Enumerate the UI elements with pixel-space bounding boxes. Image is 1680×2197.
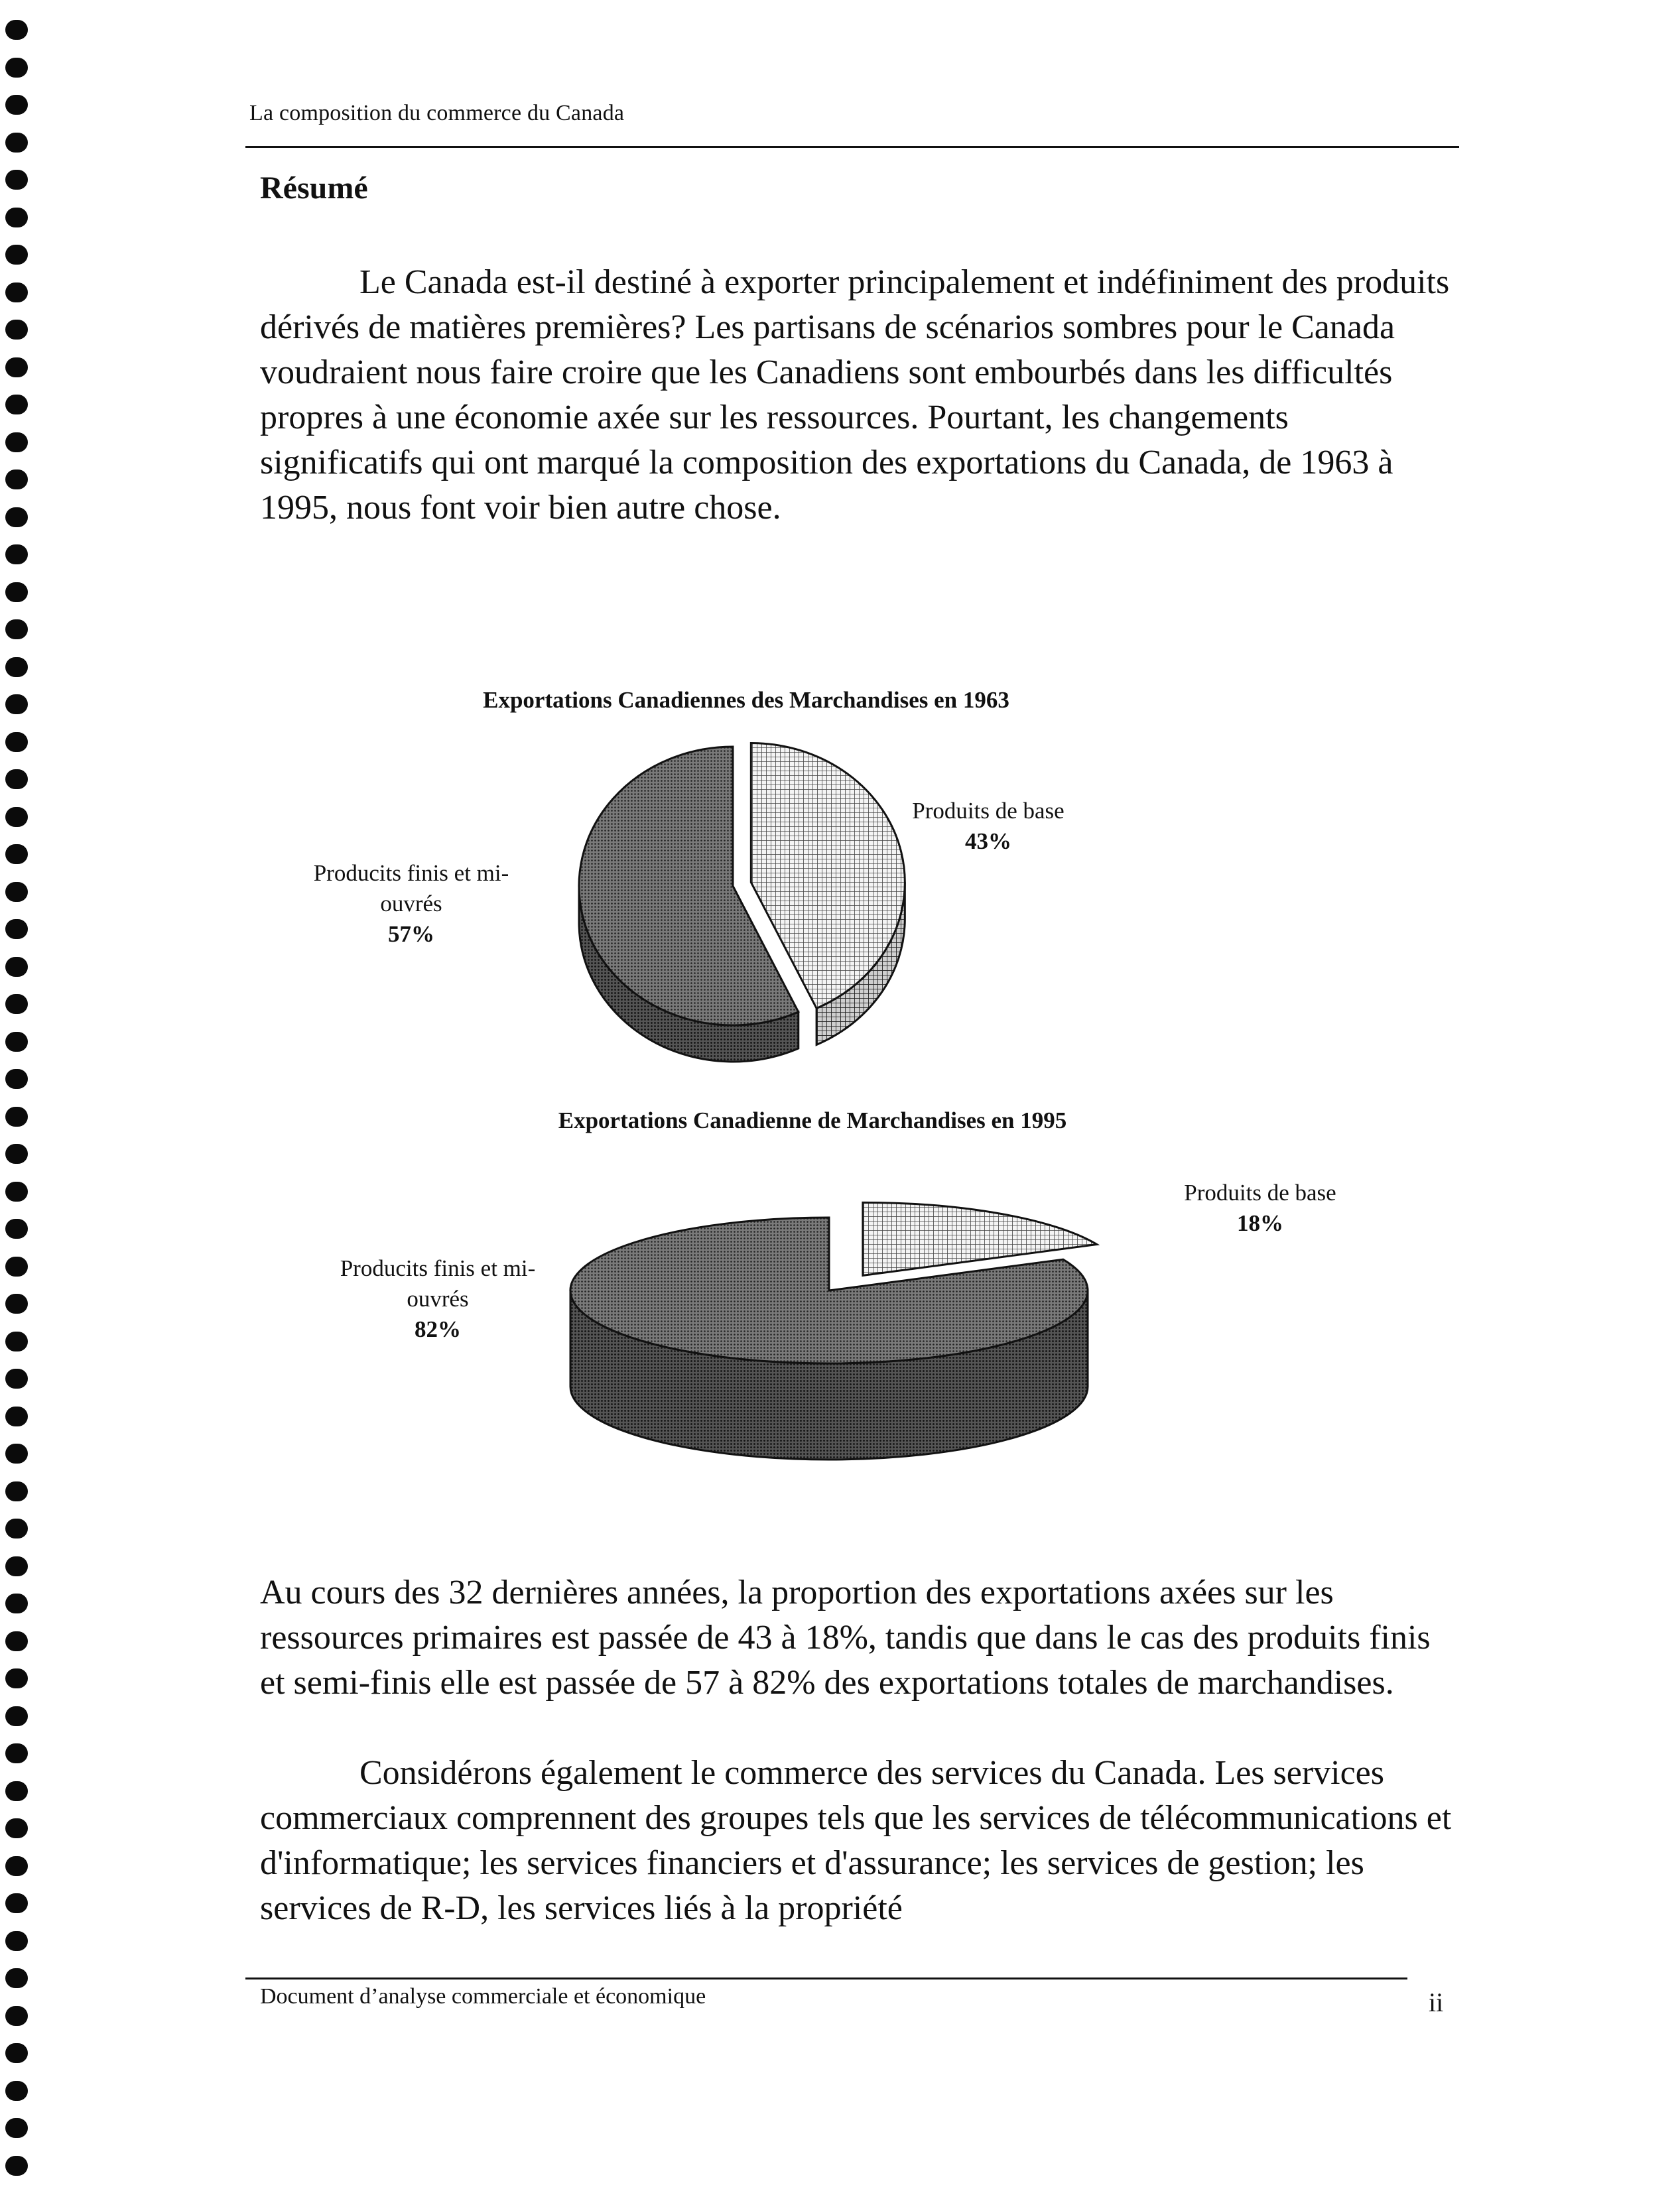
binding-hole (5, 1481, 28, 1501)
binding-hole (5, 1144, 28, 1164)
binding-hole (5, 320, 28, 340)
binding-hole (5, 582, 28, 602)
chart-1963-label-base (889, 796, 1088, 857)
binding-hole (5, 1968, 28, 1988)
binding-hole (5, 2043, 28, 2063)
binding-hole (5, 1706, 28, 1726)
binding-hole (5, 1856, 28, 1876)
binding-hole (5, 170, 28, 190)
binding-hole (5, 1219, 28, 1239)
chart-1995-label-finis-value: 82% (415, 1316, 461, 1342)
binding-hole (5, 1594, 28, 1613)
binding-hole (5, 432, 28, 452)
binding-hole (5, 769, 28, 789)
binding-hole (5, 2156, 28, 2176)
binding-hole (5, 1931, 28, 1951)
header-rule (245, 146, 1459, 148)
binding-hole (5, 1069, 28, 1089)
binding-hole (5, 994, 28, 1014)
binding-hole (5, 357, 28, 377)
running-header: La composition du commerce du Canada (249, 101, 625, 125)
binding-hole (5, 208, 28, 227)
binding-hole (5, 395, 28, 414)
binding-hole (5, 919, 28, 939)
binding-hole (5, 507, 28, 527)
footer-rule (245, 1977, 1407, 1979)
chart-1963-title: Exportations Canadiennes des Marchandises en 1963 (483, 687, 1009, 713)
binding-hole (5, 957, 28, 977)
binding-hole (5, 694, 28, 714)
binding-hole (5, 1743, 28, 1763)
binding-hole (5, 2081, 28, 2101)
binding-hole (5, 282, 28, 302)
binding-hole (5, 882, 28, 902)
binding-hole (5, 133, 28, 153)
chart-1995-slice-0 (863, 1202, 1097, 1275)
binding-hole (5, 1893, 28, 1913)
chart-1963-slice-side-0 (816, 882, 905, 1044)
binding-hole (5, 657, 28, 677)
binding-hole (5, 2006, 28, 2026)
chart-1963-label-base-value: 43% (965, 828, 1011, 854)
binding-hole (5, 844, 28, 864)
binding-hole (5, 1631, 28, 1651)
chart-1995-label-base-name: Produits de base (1184, 1180, 1336, 1206)
chart-1995-label-finis (338, 1253, 537, 1345)
paragraph-intro-text: Le Canada est-il destiné à exporter principalement et indéfiniment des produits dérivés de matières premières? Les partisans de scénarios sombres pour le Canada voudraient nous faire croire que les Canadiens sont embourbés dans les difficultés propres à une économie axée sur les ressources. Pourtant, les changements significatifs qui ont marqué la composition des exportations du Canada, de 1963 à 1995, nous font voir bien autre chose. (260, 263, 1450, 527)
binding-hole (5, 1407, 28, 1426)
binding-hole (5, 1182, 28, 1202)
binding-hole (5, 20, 28, 40)
binding-hole (5, 470, 28, 489)
chart-1963-label-finis (312, 858, 511, 950)
binding-hole (5, 1032, 28, 1052)
spiral-binding (5, 20, 31, 2188)
binding-hole (5, 1668, 28, 1688)
chart-1995-slice-side-1 (570, 1290, 1088, 1460)
binding-hole (5, 95, 28, 115)
chart-1995-label-base-value: 18% (1237, 1210, 1283, 1236)
binding-hole (5, 732, 28, 752)
binding-hole (5, 1818, 28, 1838)
binding-hole (5, 1519, 28, 1538)
binding-hole (5, 58, 28, 78)
binding-hole (5, 1332, 28, 1351)
binding-hole (5, 1556, 28, 1576)
paragraph-trend: Au cours des 32 dernières années, la proportion des exportations axées sur les ressources primaires est passée de 43 à 18%, tandis que dans le cas des produits finis et semi-finis elle est passée de 57 à 82% des exportations totales de marchandises. (260, 1574, 1431, 1702)
chart-1963-slice-1 (579, 747, 799, 1025)
chart-1963-label-finis-value: 57% (388, 921, 434, 947)
chart-1995-slice-1 (570, 1218, 1088, 1363)
binding-hole (5, 1369, 28, 1389)
chart-1995-label-base (1154, 1178, 1366, 1239)
binding-hole (5, 544, 28, 564)
binding-hole (5, 1294, 28, 1314)
chart-1995-label-finis-name: Producits finis et mi-ouvrés (340, 1255, 536, 1312)
paragraph-services (260, 1751, 1454, 1931)
binding-hole (5, 1257, 28, 1277)
binding-hole (5, 807, 28, 827)
binding-hole (5, 1444, 28, 1464)
binding-hole (5, 1781, 28, 1801)
page-number: ii (1429, 1987, 1444, 2017)
paragraph-intro (260, 260, 1454, 531)
chart-1995-title: Exportations Canadienne de Marchandises en 1995 (558, 1107, 1067, 1133)
chart-1963-label-base-name: Produits de base (912, 798, 1065, 824)
paragraph-services-text: Considérons également le commerce des services du Canada. Les services commerciaux comprennent des groupes tels que les services de télécommunications et d'informatique; les services financiers et d'assurance; les services de gestion; les services de R-D, les services liés à la propriété (260, 1754, 1452, 1927)
chart-1963-slice-side-1 (579, 886, 799, 1062)
binding-hole (5, 619, 28, 639)
binding-hole (5, 2118, 28, 2138)
section-title: Résumé (260, 170, 368, 206)
running-footer: Document d’analyse commerciale et économique (260, 1984, 706, 2009)
binding-hole (5, 1107, 28, 1127)
binding-hole (5, 245, 28, 265)
chart-1963-label-finis-name: Producits finis et mi-ouvrés (313, 860, 509, 916)
chart-1963-slice-0 (751, 743, 905, 1008)
